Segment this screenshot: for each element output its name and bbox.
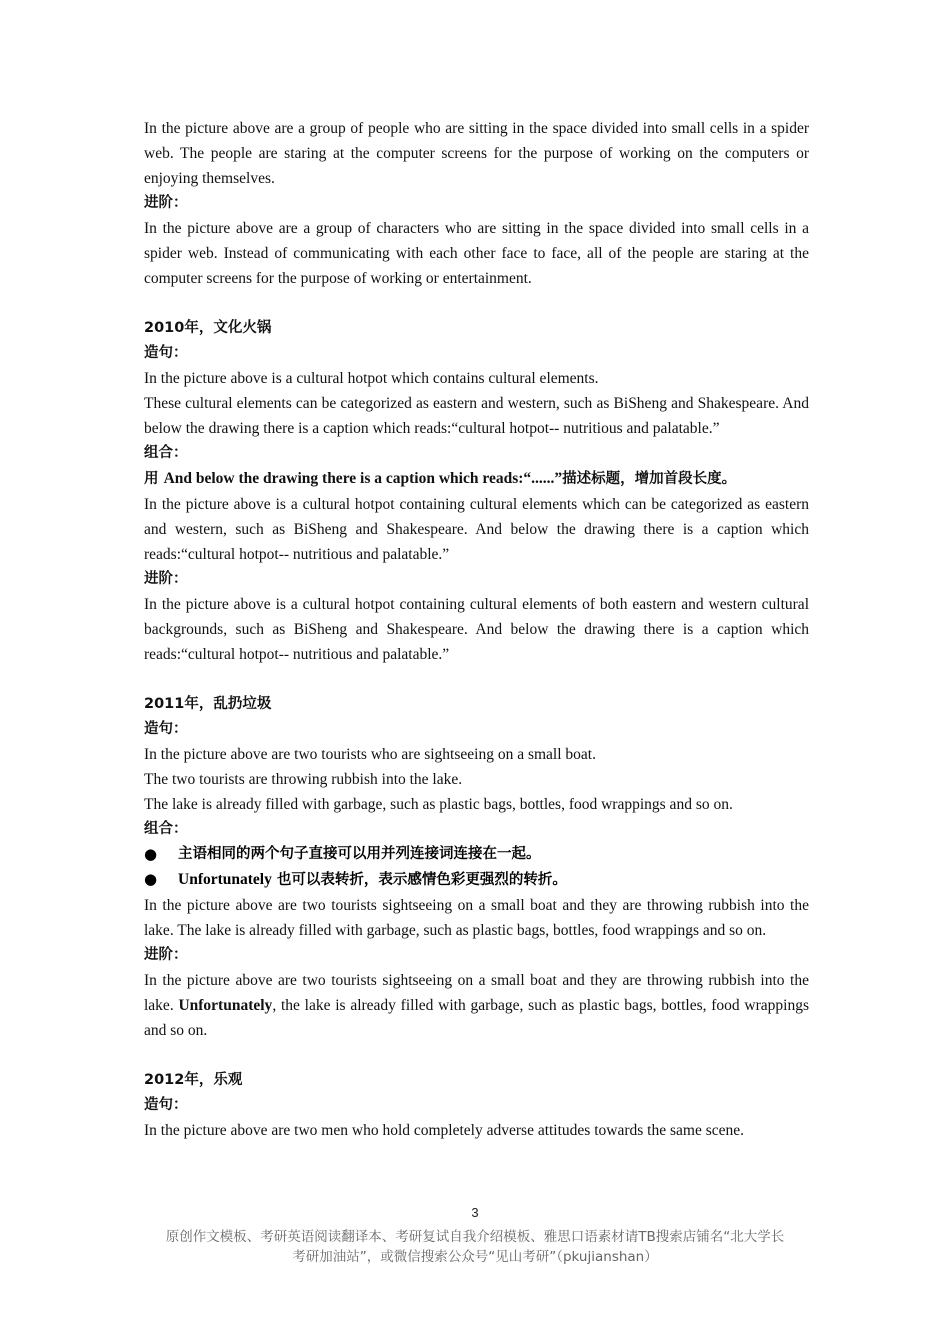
bullet-text: 主语相同的两个句子直接可以用并列连接词连接在一起。: [178, 846, 541, 862]
spacer: [144, 667, 809, 692]
combine-tip-suffix: 描述标题，增加首段长度。: [562, 471, 737, 487]
intro-advanced-paragraph: In the picture above are a group of characters who are sitting in the space divided into small cells in a spider web. Instead of communicating with each other face to face, all of the people are staring at the computer screens for the purpose of working or entertainment.: [144, 220, 809, 287]
combined-2011: In the picture above are two tourists sightseeing on a small boat and they are throwing rubbish into the lake. The lake is already filled with garbage, such as plastic bags, bottles, food wrappings and so on.: [144, 897, 809, 939]
advanced-2011-a: In the picture above are two tourists sightseeing on a small boat and they are throwing rubbish into the lake.: [144, 972, 809, 1014]
combine-tip-prefix: 用: [144, 471, 164, 487]
page-number: 3: [471, 1205, 479, 1220]
sentence-2011-3: The lake is already filled with garbage, such as plastic bags, bottles, food wrappings and so on.: [144, 796, 733, 813]
sentence-2012-1: In the picture above are two men who hold completely adverse attitudes towards the same scene.: [144, 1122, 744, 1139]
combine-label: 组合：: [144, 445, 188, 461]
bullet-dot-icon: ●: [144, 845, 158, 863]
combined-2010: In the picture above is a cultural hotpot containing cultural elements which can be categorized as eastern and western, such as BiSheng and Shakespeare. And below the drawing there is a caption which reads:“cultural hotpot-- nutritious and palatable.”: [144, 496, 809, 563]
advanced-label: 进阶：: [144, 195, 188, 211]
advanced-2010: In the picture above is a cultural hotpot containing cultural elements of both eastern and western cultural backgrounds, such as BiSheng and Shakespeare. And below the drawing there is a caption which reads:“cultural hotpot-- nutritious and palatable.”: [144, 596, 809, 663]
section-heading-2011: 2011年，乱扔垃圾: [144, 696, 272, 712]
sentence-2011-1: In the picture above are two tourists who are sightseeing on a small boat.: [144, 746, 596, 763]
footer-line-1: 原创作文模板、考研英语阅读翻译本、考研复试自我介绍模板、雅思口语素材请TB搜索店铺名“北大学长: [165, 1229, 785, 1245]
advanced-2011: [144, 968, 809, 1043]
section-heading-2012: 2012年，乐观: [144, 1072, 243, 1088]
bullet-text: [178, 867, 809, 893]
advanced-2011-b: , the lake is already filled with garbage, such as plastic bags, bottles, food wrappings and so on.: [144, 997, 809, 1039]
bullet-item: [144, 842, 809, 867]
section-heading-2010: 2010年，文化火锅: [144, 320, 272, 336]
bullet-rest: 也可以表转折，表示感情色彩更强烈的转折。: [271, 872, 567, 888]
bullet-dot-icon: ●: [144, 870, 158, 888]
page-content: [144, 116, 809, 1143]
advanced-2011-bold: Unfortunately: [178, 997, 273, 1014]
sentence-label: 造句：: [144, 345, 188, 361]
sentence-label: 造句：: [144, 721, 188, 737]
sentence-2010-2: These cultural elements can be categorized as eastern and western, such as BiSheng and Shakespeare. And below the drawing there is a caption which reads:“cultural hotpot-- nutritious and palatable.”: [144, 395, 809, 437]
advanced-label: 进阶：: [144, 947, 188, 963]
combine-tip-bold: And below the drawing there is a caption which reads:“......”: [163, 470, 563, 487]
combine-tip: [144, 466, 809, 492]
sentence-2010-1: In the picture above is a cultural hotpot which contains cultural elements.: [144, 370, 599, 387]
spacer: [144, 291, 809, 316]
footer-line-2: 考研加油站”，或微信搜索公众号“见山考研”（pkujianshan）: [292, 1249, 658, 1265]
sentence-label: 造句：: [144, 1097, 188, 1113]
advanced-label: 进阶：: [144, 571, 188, 587]
bullet-bold-word: Unfortunately: [178, 871, 272, 888]
bullet-item: [144, 867, 809, 893]
sentence-2011-2: The two tourists are throwing rubbish into the lake.: [144, 771, 463, 788]
spacer: [144, 1043, 809, 1068]
combine-label: 组合：: [144, 821, 188, 837]
intro-paragraph: In the picture above are a group of people who are sitting in the space divided into small cells in a spider web. The people are staring at the computer screens for the purpose of working on the computers or enjoying themselves.: [144, 120, 809, 187]
